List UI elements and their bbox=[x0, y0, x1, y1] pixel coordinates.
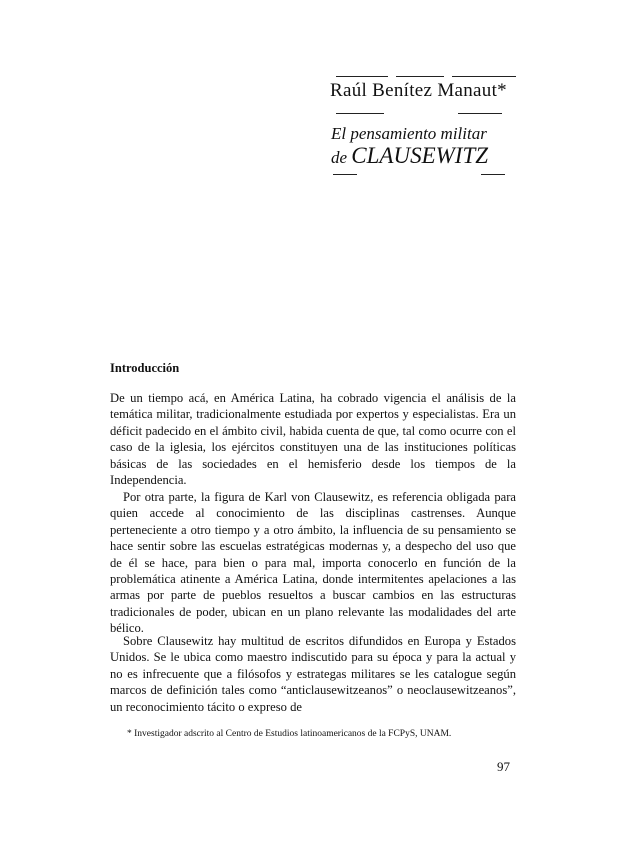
header-top-rule-left bbox=[336, 76, 388, 77]
section-heading: Introducción bbox=[110, 361, 180, 375]
title-name: CLAUSEWITZ bbox=[351, 143, 489, 168]
footnote: * Investigador adscrito al Centro de Estudios latinoamericanos de la FCPyS, UNAM. bbox=[127, 729, 452, 739]
title-underline-left bbox=[333, 174, 357, 175]
page-number: 97 bbox=[497, 759, 510, 774]
title-prefix: de bbox=[331, 148, 352, 167]
header-mid-rule-left bbox=[336, 113, 384, 114]
header-top-rule-right bbox=[452, 76, 516, 77]
header-top-rule-mid bbox=[396, 76, 444, 77]
body-paragraph-2: Por otra parte, la figura de Karl von Clausewitz, es referencia obligada para quien accede al conocimiento de las disciplinas castrenses. Aunque perteneciente a otro tiempo y a otro ámbito, la influencia de su pensamiento se hace sentir sobre las escuelas estratégicas modernas y, a despecho del uso que de él se hace, para bien o para mal, importa conocerlo en función de la problemática atinente a América Latina, donde intermitentes apelaciones a las armas por parte de pueblos resueltos a buscar cambios en las estructuras tradicionales de poder, ubican en un plano relevante las modalidades del arte bélico. bbox=[110, 490, 516, 636]
author-name: Raúl Benítez Manaut* bbox=[330, 80, 507, 101]
body-paragraph-1: De un tiempo acá, en América Latina, ha cobrado vigencia el análisis de la temática militar, tradicionalmente estudiada por expertos y especialistas. Era un déficit padecido en el ámbito civil, habida cuenta de que, tal como ocurre con el caso de la iglesia, los ejércitos constituyen una de las instituciones políticas básicas de las sociedades en el hemisferio desde los tiempos de la Independencia. bbox=[110, 391, 516, 488]
body-paragraph-3: Sobre Clausewitz hay multitud de escritos difundidos en Europa y Estados Unidos. Se le ubica como maestro indiscutido para su época y para la actual y no es infrecuente que a filósofos y estrategas militares se les catalogue según marcos de definición tales como “anticlausewitzeanos” o neoclausewitzeanos”, un reconocimiento tácito o expreso de bbox=[110, 634, 516, 714]
article-title-line-2 bbox=[331, 143, 488, 169]
article-title-line-1: El pensamiento militar bbox=[331, 124, 487, 143]
header-mid-rule-right bbox=[458, 113, 502, 114]
title-underline-right bbox=[481, 174, 505, 175]
